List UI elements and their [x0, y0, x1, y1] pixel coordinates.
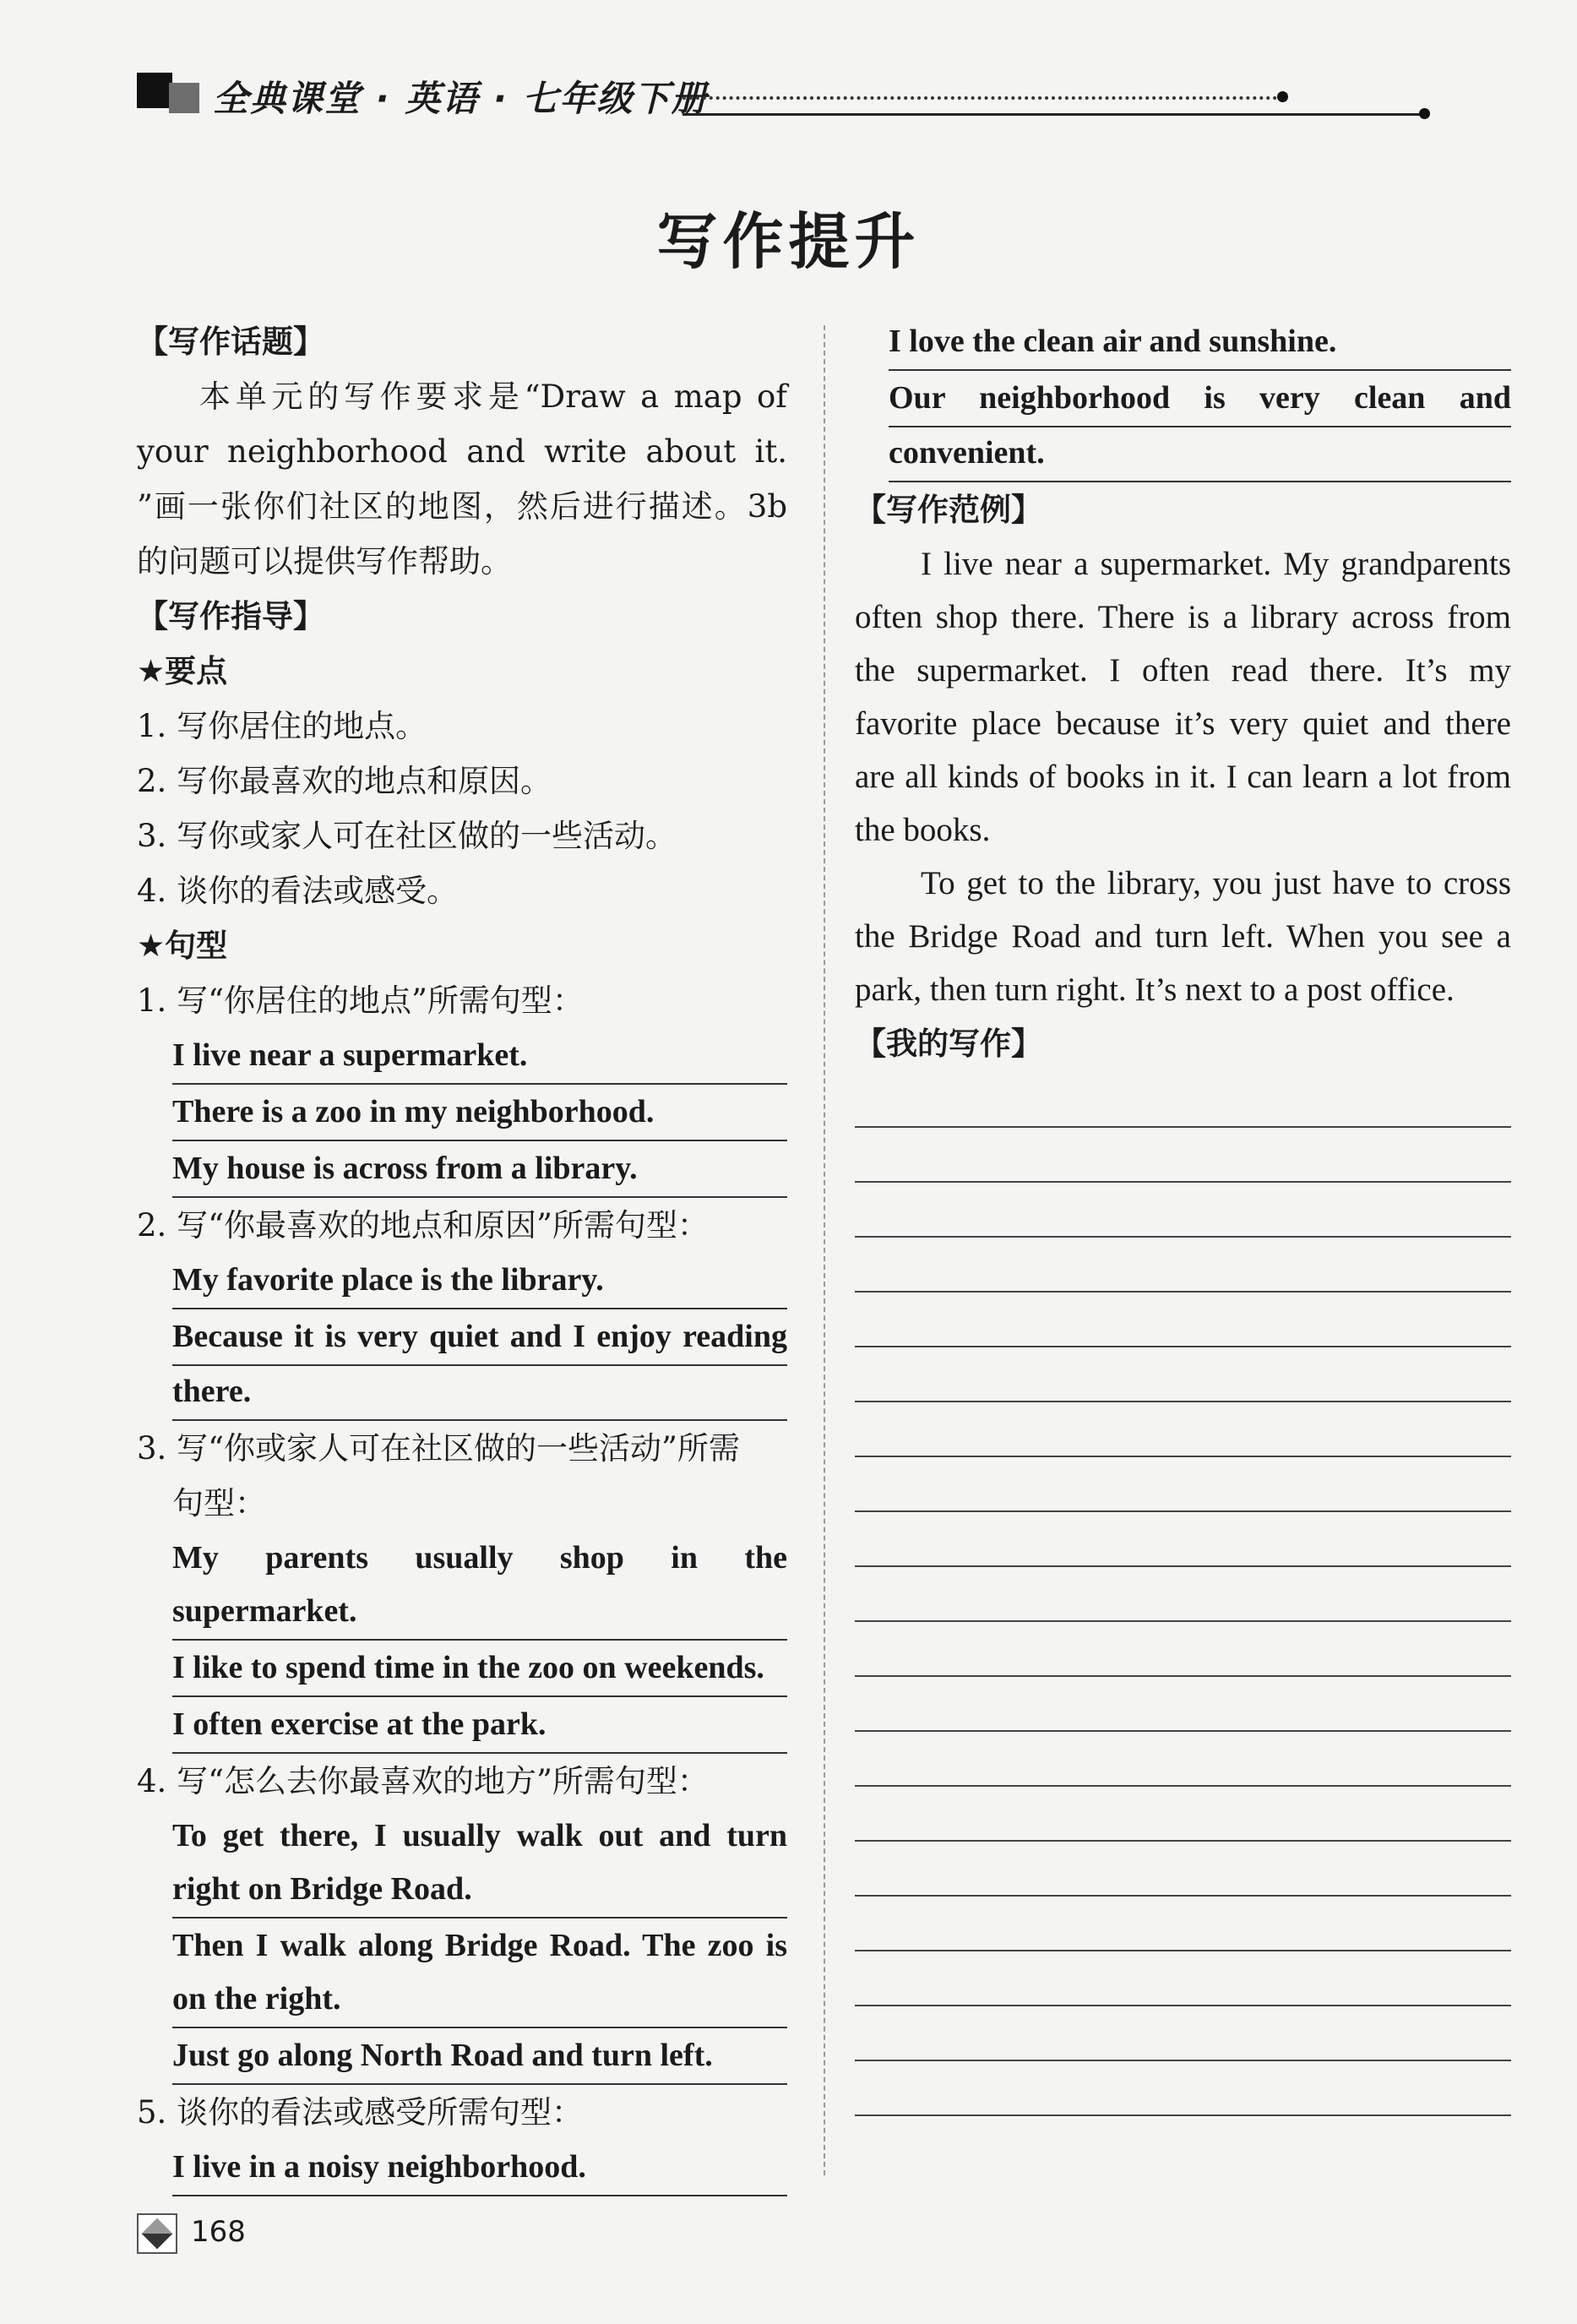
page-number: 168 [191, 2215, 246, 2249]
writing-line[interactable] [855, 1787, 1511, 1842]
answer-block [172, 1531, 787, 1641]
answer-line: My house is across from a library. [172, 1141, 787, 1198]
example-paragraph: To get to the library, you just have to cross the Bridge Road and turn left. When you see a park, then turn right. It’s next to a post office. [855, 865, 1511, 1008]
answer-block [889, 371, 1511, 482]
writing-line[interactable] [855, 1347, 1511, 1402]
writing-line[interactable] [855, 1732, 1511, 1787]
example-paragraph: I live near a supermarket. My grandparents often shop there. There is a library across from the supermarket. I often read there. It’s my favorite place because it’s very quiet and there are all kinds of books in it. I can learn a lot from the books. [855, 546, 1511, 848]
pattern-label-4: 4. 写“怎么去你最喜欢的地方”所需句型： [137, 1763, 709, 1799]
writing-line[interactable] [855, 1073, 1511, 1128]
answer-line: I live in a noisy neighborhood. [172, 2140, 787, 2196]
series-title: 全典课堂 · 英语 · 七年级下册 [213, 78, 709, 119]
answer-line: convenient. [889, 435, 1045, 471]
header-dot [1419, 108, 1430, 119]
example-heading: 【写作范例】 [855, 492, 1042, 528]
writing-line[interactable] [855, 1457, 1511, 1512]
writing-line[interactable] [855, 1842, 1511, 1897]
column-divider [824, 325, 825, 2175]
writing-lines[interactable] [855, 1073, 1511, 2116]
writing-line[interactable] [855, 1293, 1511, 1347]
header-logo-blocks [137, 68, 200, 118]
writing-line[interactable] [855, 1183, 1511, 1238]
answer-line: there. [172, 1374, 252, 1409]
page-title: 写作提升 [656, 206, 921, 277]
answer-line: I often exercise at the park. [172, 1697, 787, 1754]
writing-line[interactable] [855, 1897, 1511, 1951]
answer-line: Because it is very quiet and I enjoy reading [172, 1309, 787, 1366]
answer-line: on the right. [172, 1981, 341, 2016]
point-item: 2. 写你最喜欢的地点和原因。 [137, 763, 552, 799]
answer-line: To get there, I usually walk out and turn [172, 1818, 787, 1853]
writing-line[interactable] [855, 2006, 1511, 2061]
example-text [855, 537, 1511, 1016]
my-writing-heading: 【我的写作】 [855, 1026, 1042, 1062]
writing-line[interactable] [855, 1128, 1511, 1183]
answer-line: Then I walk along Bridge Road. The zoo is [172, 1928, 787, 1963]
answer-line: My favorite place is the library. [172, 1253, 787, 1309]
answer-line: Just go along North Road and turn left. [172, 2028, 787, 2085]
pattern-label-2: 2. 写“你最喜欢的地点和原因”所需句型： [137, 1207, 709, 1244]
writing-line[interactable] [855, 1512, 1511, 1567]
pattern-label-3-cont: 句型： [172, 1485, 266, 1521]
left-column [137, 314, 787, 2196]
right-column [855, 314, 1511, 2116]
header-dot [1277, 91, 1288, 102]
point-item: 3. 写你或家人可在社区做的一些活动。 [137, 818, 677, 854]
page-marker-icon [137, 2213, 177, 2254]
point-item: 4. 谈你的看法或感受。 [137, 873, 459, 909]
point-item: 1. 写你居住的地点。 [137, 708, 427, 744]
pattern-label-5: 5. 谈你的看法或感受所需句型： [137, 2094, 584, 2131]
answer-block [172, 1309, 787, 1421]
answer-line: right on Bridge Road. [172, 1871, 472, 1907]
pattern-label-1: 1. 写“你居住的地点”所需句型： [137, 982, 584, 1019]
answer-line: My parents usually shop in the [172, 1540, 787, 1576]
writing-line[interactable] [855, 1622, 1511, 1677]
answer-block [172, 1809, 787, 1919]
writing-line[interactable] [855, 1567, 1511, 1622]
patterns-heading: ★句型 [137, 928, 228, 964]
writing-line[interactable] [855, 2061, 1511, 2116]
answer-line: I like to spend time in the zoo on weekends. [172, 1641, 787, 1697]
pattern-label-3: 3. 写“你或家人可在社区做的一些活动”所需 [137, 1430, 740, 1467]
answer-line: supermarket. [172, 1593, 357, 1629]
answer-line: There is a zoo in my neighborhood. [172, 1085, 787, 1141]
guide-heading: 【写作指导】 [137, 598, 324, 634]
answer-line: I live near a supermarket. [172, 1028, 787, 1085]
header-solid-rule [682, 113, 1424, 116]
header-dotted-rule [682, 96, 1284, 100]
points-heading: ★要点 [137, 653, 228, 689]
topic-heading: 【写作话题】 [137, 324, 324, 360]
topic-text: 本单元的写作要求是“Draw a map of your neighborhood and write about it. ”画一张你们社区的地图，然后进行描述。3b 的问题可以提供写作帮助。 [137, 378, 787, 580]
answer-block [172, 1919, 787, 2028]
writing-line[interactable] [855, 1402, 1511, 1457]
answer-line: I love the clean air and sunshine. [889, 314, 1511, 371]
writing-line[interactable] [855, 1677, 1511, 1732]
writing-line[interactable] [855, 1951, 1511, 2006]
answer-line: Our neighborhood is very clean and [889, 371, 1511, 427]
writing-line[interactable] [855, 1238, 1511, 1293]
